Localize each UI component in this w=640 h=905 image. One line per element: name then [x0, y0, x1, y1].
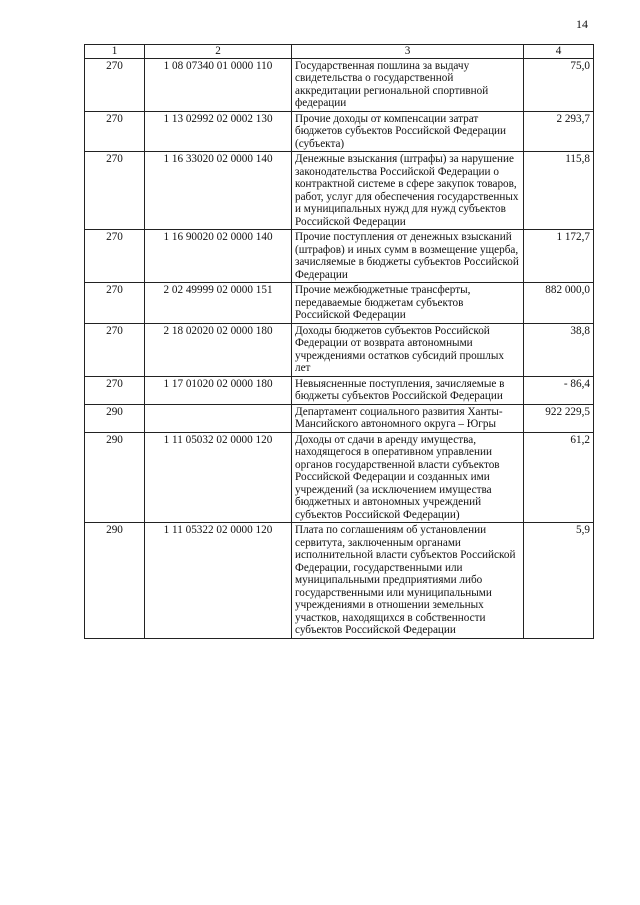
table-row — [85, 283, 594, 324]
amount-cell: 38,8 — [524, 323, 594, 376]
kbk-code-cell: 2 18 02020 02 0000 180 — [145, 323, 292, 376]
amount-cell: 75,0 — [524, 58, 594, 111]
table-row — [85, 323, 594, 376]
table-row — [85, 230, 594, 283]
kbk-code-cell: 1 13 02992 02 0002 130 — [145, 111, 292, 152]
kbk-code-cell: 1 17 01020 02 0000 180 — [145, 376, 292, 404]
header-col-4: 4 — [524, 45, 594, 59]
table-row — [85, 376, 594, 404]
revenue-table — [84, 44, 594, 639]
revenue-name-cell: Прочие межбюджетные трансферты, передаваемые бюджетам субъектов Российской Федерации — [292, 283, 524, 324]
kbk-code-cell: 2 02 49999 02 0000 151 — [145, 283, 292, 324]
table-row — [85, 523, 594, 639]
admin-code-cell: 290 — [85, 404, 145, 432]
revenue-name-cell: Прочие поступления от денежных взысканий (штрафов) и иных сумм в возмещение ущерба, зачисляемые в бюджеты субъектов Российской Федерации — [292, 230, 524, 283]
kbk-code-cell: 1 16 90020 02 0000 140 — [145, 230, 292, 283]
admin-code-cell: 270 — [85, 376, 145, 404]
amount-cell: 882 000,0 — [524, 283, 594, 324]
table-row — [85, 111, 594, 152]
admin-code-cell: 270 — [85, 152, 145, 230]
admin-code-cell: 270 — [85, 58, 145, 111]
header-col-3: 3 — [292, 45, 524, 59]
table-body — [85, 58, 594, 638]
header-col-1: 1 — [85, 45, 145, 59]
page-number: 14 — [576, 17, 588, 31]
amount-cell: 1 172,7 — [524, 230, 594, 283]
table-header — [85, 45, 594, 59]
admin-code-cell: 290 — [85, 523, 145, 639]
table-row — [85, 432, 594, 523]
admin-code-cell: 270 — [85, 323, 145, 376]
revenue-name-cell: Невыясненные поступления, зачисляемые в бюджеты субъектов Российской Федерации — [292, 376, 524, 404]
admin-code-cell: 270 — [85, 111, 145, 152]
amount-cell: 115,8 — [524, 152, 594, 230]
admin-code-cell: 270 — [85, 230, 145, 283]
amount-cell: 5,9 — [524, 523, 594, 639]
admin-code-cell: 270 — [85, 283, 145, 324]
revenue-name-cell: Денежные взыскания (штрафы) за нарушение законодательства Российской Федерации о контрактной системе в сфере закупок товаров, работ, услуг для обеспечения государственных и муниципальных нужд для нужд субъектов Российской Федерации — [292, 152, 524, 230]
header-row — [85, 45, 594, 59]
kbk-code-cell: 1 11 05322 02 0000 120 — [145, 523, 292, 639]
revenue-name-cell: Прочие доходы от компенсации затрат бюджетов субъектов Российской Федерации (субъекта) — [292, 111, 524, 152]
table-row — [85, 58, 594, 111]
kbk-code-cell: 1 11 05032 02 0000 120 — [145, 432, 292, 523]
kbk-code-cell — [145, 404, 292, 432]
table-row — [85, 152, 594, 230]
amount-cell: 2 293,7 — [524, 111, 594, 152]
amount-cell: - 86,4 — [524, 376, 594, 404]
header-col-2: 2 — [145, 45, 292, 59]
amount-cell: 922 229,5 — [524, 404, 594, 432]
revenue-name-cell: Департамент социального развития Ханты-Мансийского автономного округа – Югры — [292, 404, 524, 432]
admin-code-cell: 290 — [85, 432, 145, 523]
amount-cell: 61,2 — [524, 432, 594, 523]
revenue-name-cell: Доходы бюджетов субъектов Российской Федерации от возврата автономными учреждениями остатков субсидий прошлых лет — [292, 323, 524, 376]
kbk-code-cell: 1 08 07340 01 0000 110 — [145, 58, 292, 111]
revenue-name-cell: Доходы от сдачи в аренду имущества, находящегося в оперативном управлении органов государственной власти субъектов Российской Федерации и созданных ими учреждений (за исключением имущества бюджетных и автономных учреждений субъектов Российской Федерации) — [292, 432, 524, 523]
revenue-name-cell: Плата по соглашениям об установлении сервитута, заключенным органами исполнительной власти субъектов Российской Федерации, государственными или муниципальными предприятиями либо государственными или муниципальными учреждениями в отношении земельных участков, находящихся в собственности субъектов Российской Федерации — [292, 523, 524, 639]
table-row — [85, 404, 594, 432]
kbk-code-cell: 1 16 33020 02 0000 140 — [145, 152, 292, 230]
revenue-name-cell: Государственная пошлина за выдачу свидетельства о государственной аккредитации региональной спортивной федерации — [292, 58, 524, 111]
